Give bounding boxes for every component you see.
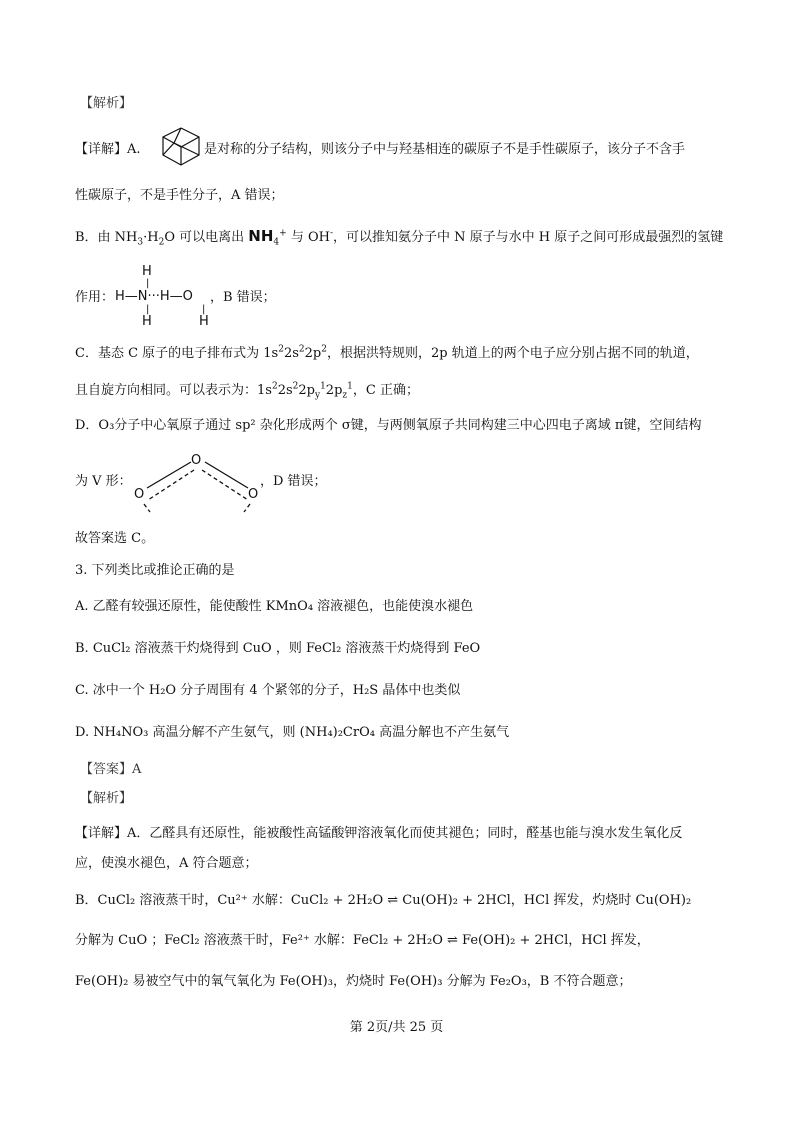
ozone-structure-icon [130, 448, 266, 518]
svg-text:O: O [134, 487, 145, 502]
adamantane-structure-icon [158, 125, 204, 169]
detail-d-prefix: 为 V 形： [75, 474, 132, 489]
detail-d-line1: D．O₃分子中心氧原子通过 sp² 杂化形成两个 σ键，与两侧氧原子共同构建三中心四电子离域 π键，空间结构 [75, 418, 702, 433]
question3-stem: 3. 下列类比或推论正确的是 [75, 563, 235, 578]
question3-option-c: C. 冰中一个 H₂O 分子周围有 4 个紧邻的分子，H₂S 晶体中也类似 [75, 683, 461, 698]
detail2-b-line2: 分解为 CuO ；FeCl₂ 溶液蒸干时，Fe²⁺ 水解：FeCl₂ + 2H₂O ⇌ Fe(OH)₂ + 2HCl，HCl 挥发， [75, 933, 650, 948]
detail2-b-line1: B．CuCl₂ 溶液蒸干时，Cu²⁺ 水解：CuCl₂ + 2H₂O ⇌ Cu(OH)₂ + 2HCl，HCl 挥发，灼烧时 Cu(OH)₂ [75, 893, 692, 908]
detail2-a-line1: 【详解】A．乙醛具有还原性，能被酸性高锰酸钾溶液氧化而使其褪色；同时，醛基也能与溴水发生氧化反 [75, 826, 683, 841]
question3-option-d: D. NH₄NO₃ 高温分解不产生氨气，则 (NH₄)₂CrO₄ 高温分解也不产生氨气 [75, 725, 510, 740]
detail-b-end: ，B 错误； [210, 290, 276, 305]
final-answer-line: 故答案选 C。 [75, 531, 155, 546]
answer-tag: 【答案】A [80, 762, 142, 777]
analysis-heading: 【解析】 [80, 96, 133, 111]
detail-a-line2: 性碳原子，不是手性分子，A 错误； [75, 188, 284, 203]
detail-c-line2: 且自旋方向相同。可以表示为：$1s^22s^22p_y^12p_z^1$，C 正确； [75, 381, 419, 401]
svg-text:O: O [191, 453, 202, 468]
detail-b-line1: B．由 $NH_3\cdot H_2O$ 可以电离出 $NH_4^+$ 与 OH-，可以推知氨分子中 N 原子与水中 H 原子之间可形成最强烈的氢键 [75, 227, 724, 248]
detail-d-end: ，D 错误； [260, 474, 327, 489]
question3-option-b: B. CuCl₂ 溶液蒸干灼烧得到 CuO ，则 FeCl₂ 溶液蒸干灼烧得到 FeO [75, 641, 481, 656]
detail-b-zuoyong: 作用： [75, 290, 115, 305]
page-footer: 第 2页/共 25 页 [349, 1020, 444, 1035]
question3-option-a: A. 乙醛有较强还原性，能使酸性 KMnO₄ 溶液褪色，也能使溴水褪色 [75, 599, 474, 614]
detail2-a-line2: 应，使溴水褪色，A 符合题意； [75, 856, 258, 871]
detail-a-prefix: 【详解】A. [75, 142, 141, 157]
analysis-heading-2: 【解析】 [80, 791, 133, 806]
detail2-b-line3: Fe(OH)₂ 易被空气中的氧气氧化为 Fe(OH)₃，灼烧时 Fe(OH)₃ 分解为 Fe₂O₃，B 不符合题意； [75, 974, 632, 989]
detail-c-line1: C．基态 C 原子的电子排布式为 $1s^22s^22p^2$，根据洪特规则，2p 轨道上的两个电子应分别占据不同的轨道， [75, 344, 699, 361]
detail-a-line1: 是对称的分子结构，则该分子中与羟基相连的碳原子不是手性碳原子，该分子不含手 [204, 142, 686, 157]
svg-text:O: O [248, 487, 259, 502]
hydrogen-bond-structure: H | H—N···H—O | H | H [115, 264, 209, 329]
